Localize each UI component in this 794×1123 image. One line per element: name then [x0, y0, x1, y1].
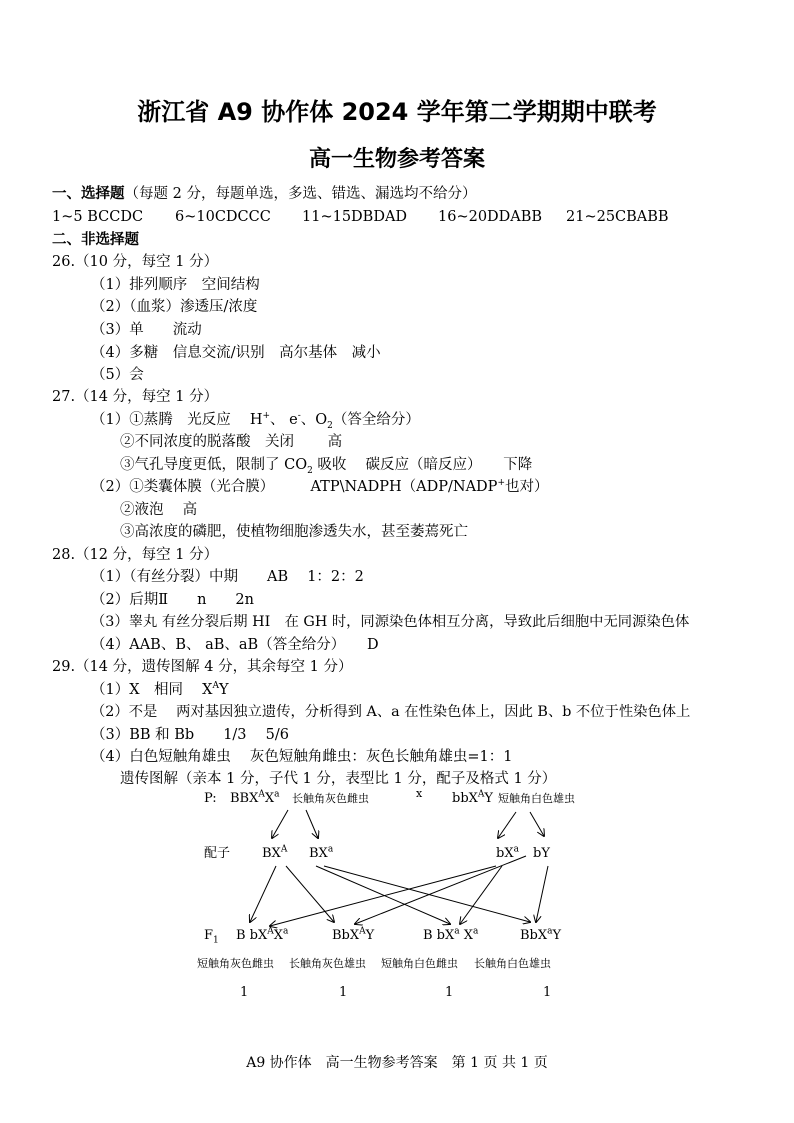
q29-answer-3: （3）BB 和 Bb 1/3 5/6	[91, 727, 289, 743]
part2-heading: 二、非选择题	[52, 232, 139, 248]
phenotype-1: 短触角灰色雌虫	[197, 957, 274, 970]
phenotype-3: 短触角白色雌虫	[381, 957, 458, 970]
q28-answer-3: （3）睾丸 有丝分裂后期 HI 在 GH 时，同源染色体相互分离，导致此后细胞中无同源染色体	[91, 614, 690, 630]
arrow-g1-o1	[250, 866, 276, 922]
p-label: P:	[204, 791, 217, 806]
q28-answer-4: （4）AAB、B、 aB、aB（答全给分） D	[91, 637, 379, 653]
q29-answer-2: （2）不是 两对基因独立遗传，分析得到 A、a 在性染色体上，因此 B、b 不位于性染色体上	[91, 704, 691, 720]
arrow-p2-g3	[498, 812, 516, 838]
ratio-1: 1	[240, 985, 249, 1000]
page-title: 浙江省 A9 协作体 2024 学年第二学期期中联考	[137, 98, 657, 126]
arrow-g3-o3	[460, 866, 502, 924]
mc-answer-5: 21~25CBABB	[566, 209, 669, 225]
gamete-2: $BX^a$	[309, 844, 334, 861]
arrow-g1-o2	[286, 866, 334, 922]
phenotype-2: 长触角灰色雄虫	[289, 957, 366, 970]
arrow-p1-g2	[306, 810, 318, 838]
arrow-p1-g1	[272, 810, 288, 838]
p2-genotype: bbX$^A$Y	[452, 789, 493, 806]
q29-answer-4: （4）白色短触角雄虫 灰色短触角雌虫：灰色长触角雄虫=1：1	[91, 749, 513, 765]
q28-answer-1: （1）（有丝分裂）中期 AB 1：2：2	[91, 569, 364, 585]
arrow-p2-g4	[530, 812, 544, 836]
ratio-3: 1	[445, 985, 454, 1000]
q29-head: 29.（14 分，遗传图解 4 分，其余每空 1 分）	[52, 659, 353, 675]
f1-label: $F_1$	[204, 928, 219, 946]
q28-answer-2: （2）后期Ⅱ n 2n	[91, 592, 254, 608]
gamete-1: $BX^A$	[262, 844, 288, 861]
cross-symbol: x	[416, 787, 423, 800]
q27-answer-2c: ③高浓度的磷肥，使植物细胞渗透失水，甚至萎蔫死亡	[120, 524, 468, 540]
ratio-2: 1	[339, 985, 348, 1000]
part1-note: （每题 2 分，每题单选，多选、错选、漏选均不给分）	[124, 186, 477, 202]
q29-answer-1: （1）X 相同 $X^AY$	[91, 681, 229, 698]
mc-answer-3: 11~15DBDAD	[302, 209, 408, 225]
ratio-4: 1	[543, 985, 552, 1000]
gamete-label: 配子	[204, 846, 231, 861]
page-subtitle: 高一生物参考答案	[308, 147, 485, 172]
gamete-3: $bX^a$	[496, 844, 519, 861]
q27-answer-1a: （1）①蒸腾 光反应 H+、 e-、$O_2$（答全给分）	[91, 411, 420, 431]
offspring-1: B $bX^AX^a$	[236, 926, 289, 943]
q27-answer-2a: （2）①类囊体膜（光合膜） ATP\NADPH（ADP/NADP+也对）	[91, 478, 549, 495]
mc-answer-1: 1~5 BCCDC	[52, 209, 144, 225]
q27-head: 27.（14 分，每空 1 分）	[52, 389, 219, 405]
q26-answer-1: （1）排列顺序 空间结构	[91, 277, 260, 293]
gamete-4: bY	[533, 846, 550, 861]
p2-phenotype: 短触角白色雄虫	[498, 792, 575, 805]
q27-answer-2b: ②液泡 高	[120, 502, 198, 518]
q28-head: 28.（12 分，每空 1 分）	[52, 547, 219, 563]
p1-genotype: $BBX^AX^a$	[230, 789, 280, 806]
p1-phenotype: 长触角灰色雌虫	[292, 792, 369, 805]
mc-answer-2: 6~10CDCCC	[175, 209, 271, 225]
part1-heading: 一、选择题	[52, 186, 125, 202]
q29-answer-4b: 遗传图解（亲本 1 分，子代 1 分，表型比 1 分，配子及格式 1 分）	[120, 771, 557, 787]
q26-answer-4: （4）多糖 信息交流/识别 高尔基体 减小	[91, 345, 381, 361]
offspring-2: BbX$^A$Y	[332, 926, 375, 943]
arrow-g4-o4	[536, 866, 548, 922]
q27-answer-1c: ③气孔导度更低，限制了 $CO_2$ 吸收 碳反应（暗反应） 下降	[120, 457, 533, 476]
arrow-g3-o1	[270, 866, 496, 926]
q26-head: 26.（10 分，每空 1 分）	[52, 254, 219, 270]
page-footer: A9 协作体 高一生物参考答案 第 1 页 共 1 页	[246, 1055, 548, 1071]
q27-answer-1b: ②不同浓度的脱落酸 关闭 高	[120, 434, 343, 450]
offspring-3: B $bX^a$ $X^a$	[423, 926, 479, 943]
mc-answer-4: 16~20DDABB	[438, 209, 543, 225]
q26-answer-5: （5）会	[91, 367, 144, 383]
q26-answer-3: （3）单 流动	[91, 322, 202, 338]
offspring-4: BbX$^a$Y	[520, 926, 562, 943]
phenotype-4: 长触角白色雄虫	[474, 957, 551, 970]
q26-answer-2: （2）（血浆）渗透压/浓度	[91, 299, 258, 315]
